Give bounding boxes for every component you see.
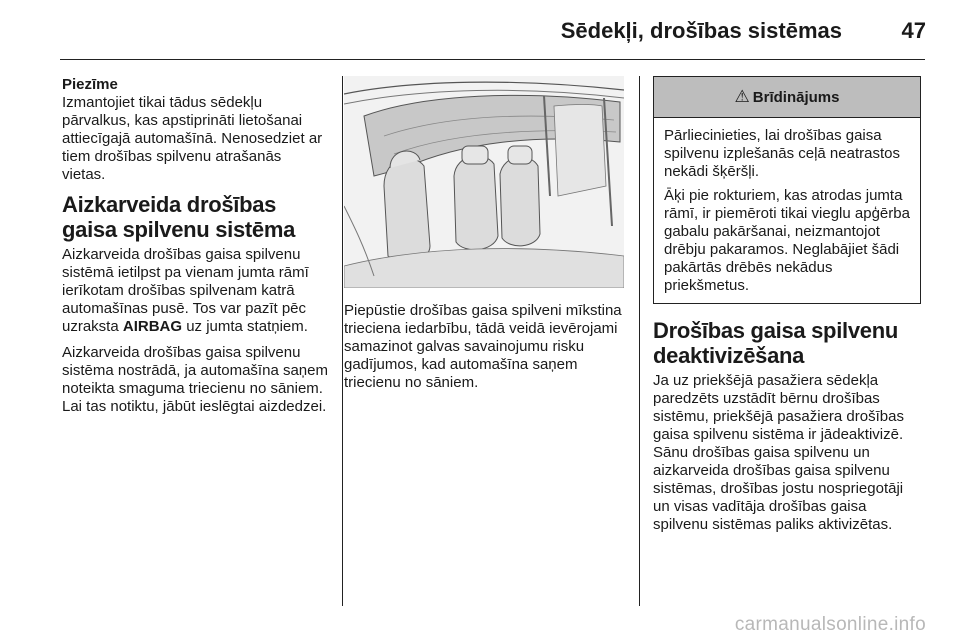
page-header: [0, 0, 960, 60]
page-header-title: Sēdekļi, drošības sistēmas: [560, 18, 842, 43]
column-divider-2: [639, 76, 640, 606]
warning-box: [653, 76, 921, 304]
section-heading-deactivation: Drošības gaisa spilvenu deaktivizēšana: [653, 318, 898, 368]
warning-body: [654, 118, 920, 303]
warning-title: Brīdinājums: [752, 88, 840, 106]
warning-paragraph-1: Pārliecinieties, lai drošības gaisa spilvenu izplešanās ceļā neatrastos nekādi šķēršļi.: [664, 127, 900, 180]
deactivation-paragraph: Ja uz priekšējā pasažiera sēdekļa paredzēts uzstādīt bērnu drošības sistēmu, priekšējā pasažiera drošības gaisa spilvenu sistēma ir jādeaktivizē. Sānu drošības gaisa spilvenu un aizkarveida drošības gaisa spilvenu sistēmas, drošības jostu nospriegotāji un visas vadītāja drošības gaisa spilvenu sistēmas paliks aktivizētas.: [653, 372, 904, 533]
warning-header: [654, 77, 920, 118]
column-divider-1: [342, 76, 343, 606]
column-middle: [344, 76, 624, 392]
para1-text-after: uz jumta statņiem.: [182, 318, 308, 335]
para1-text-before: Aizkarveida drošības gaisa spilvenu sistēmā ietilpst pa vienam jumta rāmī ierīkotam drošības spilvenam katrā automašīnas pusē. Tos var pazīt pēc uzraksta: [62, 246, 309, 335]
column-right: [653, 76, 921, 534]
warning-paragraph-2: Āķi pie rokturiem, kas atrodas jumta rāmī, ir piemēroti tikai vieglu apģērba gabalu pakāršanai, neizmantojot drēbju pakaramos. Neglabājiet šādi pakārtās drēbēs nekādus priekšmetus.: [664, 187, 910, 294]
note-title: Piezīme: [62, 76, 118, 93]
warning-triangle-icon: ⚠: [734, 87, 750, 106]
section-heading-curtain-airbag: Aizkarveida drošības gaisa spilvenu sistēma: [62, 192, 296, 242]
curtain-airbag-paragraph-2: Aizkarveida drošības gaisa spilvenu sistēma nostrādā, ja automašīna saņem noteikta smaguma triecienu no sāniem. Lai tas notiktu, jābūt ieslēgtai aizdedzei.: [62, 344, 328, 415]
car-interior-curtain-airbag-illustration: [344, 76, 624, 288]
watermark-text: carmanualsonline.info: [734, 614, 926, 635]
airbag-label-text: AIRBAG: [122, 318, 183, 335]
curtain-airbag-paragraph-1: [62, 246, 328, 336]
header-divider: [60, 59, 925, 60]
page-number: 47: [901, 18, 926, 43]
figure-caption: Piepūstie drošības gaisa spilveni mīkstina trieciena iedarbību, tādā veidā ievērojami samazinot galvas savainojumu risku gadījumos, kad automašīna saņem triecienu no sāniem.: [344, 302, 622, 391]
column-left: [62, 76, 328, 416]
note-text: Izmantojiet tikai tādus sēdekļu pārvalkus, kas apstiprināti lietošanai attiecīgajā automašīnā. Nenosedziet ar tiem drošības spilvenu atrašanās vietas.: [62, 94, 323, 183]
